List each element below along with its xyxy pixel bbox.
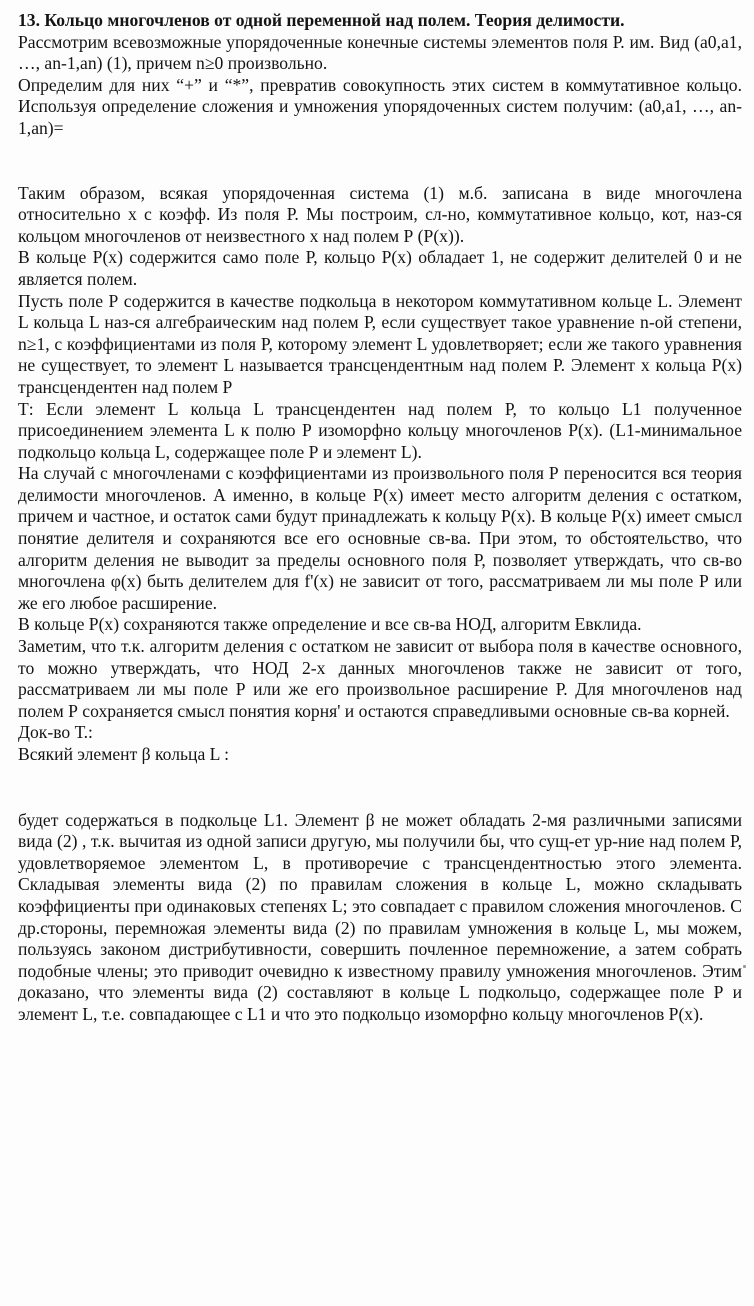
paragraph: В кольце Р(х) содержится само поле Р, кольцо Р(х) обладает 1, не содержит делителей 0 и не является полем.: [18, 247, 742, 289]
document-body: [18, 10, 742, 1026]
paragraph: Т: Если элемент L кольца L трансцендентен над полем Р, то кольцо L1 полученное присоединением элемента L к полю Р изоморфно кольцу многочленов Р(х). (L1-минимальное подкольцо кольца L, содержащее поле Р и элемент L).: [18, 398, 742, 462]
paragraph: Таким образом, всякая упорядоченная система (1) м.б. записана в виде многочлена относительно х с коэфф. Из поля Р. Мы построим, сл-но, коммутативное кольцо, кот, наз-ся кольцом многочленов от неизвестного х над полем Р (Р(х)).: [18, 182, 742, 246]
blank-space: [18, 766, 742, 810]
paragraph: В кольце Р(х) сохраняются также определение и все св-ва НОД, алгоритм Евклида.: [18, 614, 642, 635]
scan-speck: [743, 965, 746, 968]
section-title: 13. Кольцо многочленов от одной переменной над полем. Теория делимости.: [18, 10, 625, 30]
paragraph: Заметим, что т.к. алгоритм деления с остатком не зависит от выбора поля в качестве основного, то можно утверждать, что НОД 2-х данных многочленов также не зависит от того, рассматриваем ли мы поле Р или же его произвольное расширение Р. Для многочленов над полем Р сохраняется смысл понятия корня' и остаются справедливыми основные св-ва корней.: [18, 636, 742, 721]
paragraph: Рассмотрим всевозможные упорядоченные конечные системы элементов поля Р. им. Вид (а0,а1, …, аn-1,аn) (1), причем n≥0 произвольно.: [18, 31, 742, 74]
paragraph: Пусть поле Р содержится в качестве подкольца в некотором коммутативном кольце L. Элемент L кольца L наз-ся алгебраическим над полем Р, если существует такое уравнение n-ой степени, n≥1, с коэффициентами из поля Р, которому элемент L удовлетворяет; если же такого уравнения не существует, то элемент L называется трансцендентным над полем Р. Элемент х кольца Р(х) трансцендентен над полем Р: [18, 290, 742, 397]
paragraph: Всякий элемент β кольца L :: [18, 744, 230, 764]
paragraph: Док-во Т.:: [18, 722, 93, 743]
paragraph: На случай с многочленами с коэффициентами из произвольного поля Р переносится вся теория делимости многочленов. А именно, в кольце Р(х) имеет место алгоритм деления с остатком, причем и частное, и остаток сами будут принадлежать к кольцу Р(х). В кольце Р(х) имеет смысл понятие делителя и сохраняются все его основные св-ва. При этом, то обстоятельство, что алгоритм деления не выводит за пределы основного поля Р, позволяет утверждать, что св-во многочлена φ(х) быть делителем для f'(х) не зависит от того, рассматриваем ли мы поле Р или же его любое расширение.: [18, 463, 742, 613]
blank-space: [18, 140, 742, 183]
paragraph: Определим для них “+” и “*”, превратив совокупность этих систем в коммутативное кольцо. Используя определение сложения и умножения упорядоченных систем получим: (а0,а1, …, аn-1,аn)=: [18, 74, 742, 138]
paragraph: будет содержаться в подкольце L1. Элемент β не может обладать 2-мя различными записями вида (2) , т.к. вычитая из одной записи другую, мы получили бы, что сущ-ет ур-ние над полем Р, удовлетворяемое элементом L, в противоречие с трансцендентностью этого элемента. Складывая элементы вида (2) по правилам сложения в кольце L, можно складывать коэффициенты при одинаковых степенях L; это совпадает с правилом сложения многочленов. С др.стороны, перемножая элементы вида (2) по правилам умножения в кольце L, мы можем, пользуясь законом дистрибутивности, совершить почленное перемножение, а затем собрать подобные члены; это приводит очевидно к известному правилу умножения многочленов. Этим доказано, что элементы вида (2) составляют в кольце L подкольцо, содержащее поле Р и элемент L, т.е. совпадающее с L1 и что это подкольцо изоморфно кольцу многочленов Р(х).: [18, 809, 742, 1024]
